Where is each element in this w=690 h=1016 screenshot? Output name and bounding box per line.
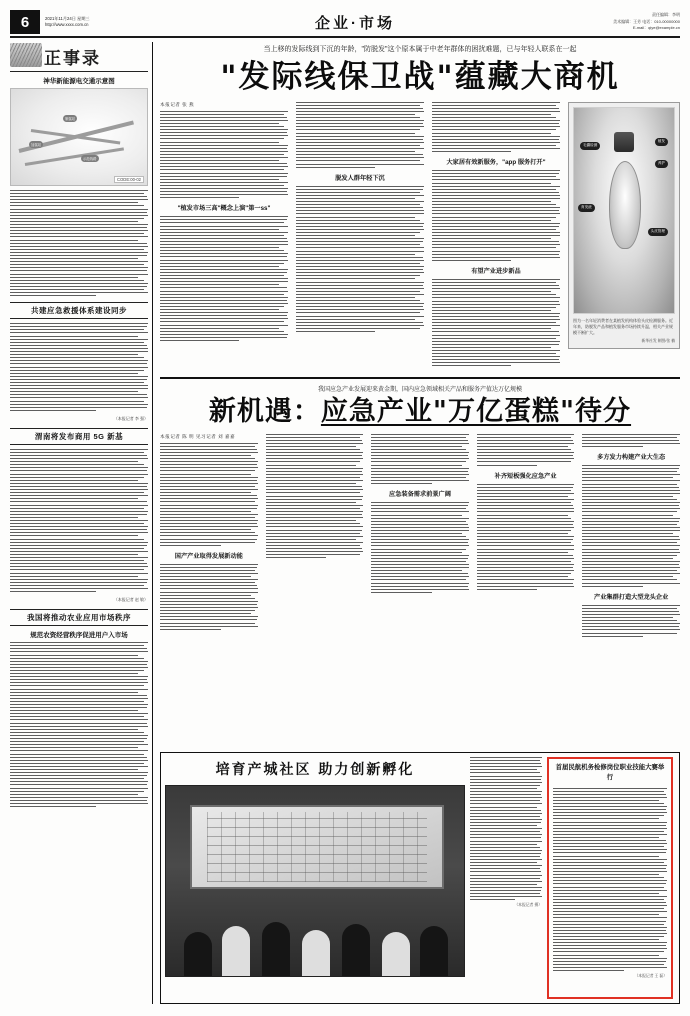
article2-text-6 (477, 434, 575, 466)
article2-kicker: 我国应急产业发展迎来黄金期，国内应急领域相关产品和服务产值达万亿规模 (317, 386, 522, 393)
sidebar-subhead-1: 规范农资经营秩序促进用户入市场 (30, 632, 128, 640)
bottom-headline: 培育产城社区 助力创新孵化 (215, 762, 415, 778)
diagram-tag: 示范线路 (83, 157, 97, 161)
bottom-photo-credit: （本报记者 摄） (514, 903, 542, 908)
diagram-road (25, 147, 124, 166)
article2-text-5 (371, 502, 469, 593)
article1-photo-credit: 新华社发 制图/张 楠 (641, 338, 675, 343)
article2-col-5 (582, 434, 680, 639)
article2-headline (160, 396, 680, 427)
article1-text-3 (296, 102, 424, 168)
article2-subhead-1: 国产产业取得发展新动能 (174, 552, 243, 560)
article1-photo (568, 102, 680, 349)
sidebar-banner (10, 42, 148, 68)
article2-text-10 (582, 605, 680, 637)
masthead-email: E-mail：qiye@example.cn (632, 25, 680, 31)
article1-text-1 (160, 111, 288, 199)
route-diagram (10, 88, 148, 186)
sidebar-body-4 (10, 642, 148, 807)
sidebar-body-3 (10, 449, 148, 592)
article1-body (160, 102, 680, 369)
article1-subhead-4: 大家居有效新服务，"app 服务打开" (446, 159, 546, 167)
article2-body (160, 434, 680, 639)
sidebar-headline-1: 共建应急救援体系建设同步 (10, 302, 148, 319)
article2-subhead-2: 应急装备需求前景广阔 (389, 491, 451, 499)
highlight-box (547, 757, 673, 999)
article1-subhead-3: 有望产业进步新品 (471, 267, 521, 275)
diagram-code: CODE:00-02 (114, 176, 144, 183)
article2-headline-part1: 新机遇： (208, 395, 321, 427)
bottom-feature (165, 757, 465, 999)
masthead-url: http://www.xxxx.com.cn (45, 22, 89, 27)
photo-tag: 植发 (655, 138, 668, 146)
article-hair-loss (160, 44, 680, 369)
section-divider (160, 377, 680, 379)
article2-text-2 (160, 564, 258, 630)
article1-text-4 (296, 186, 424, 332)
article2-col-3 (371, 434, 469, 595)
masthead-date: 2021年11月24日 星期三 (45, 15, 90, 21)
highlight-box-credit: （本报记者 王 磊） (634, 974, 667, 979)
bottom-caption-text (470, 757, 542, 900)
article1-col-2 (296, 102, 424, 334)
article1-photo-caption: 图为一名年轻消费者在某植发机构体验头皮检测服务。近年来，防脱发产品和植发服务市场持续升温，相关产业规模不断扩大。 (573, 317, 673, 336)
sidebar-column (10, 42, 153, 1004)
sidebar-headline-2: 渭南将发布商用 5G 新基 (10, 428, 148, 445)
diagram-tag: 制氢站 (65, 117, 76, 121)
article1-subhead-1: 脱发人群年轻下沉 (335, 174, 385, 182)
article1-text-2 (160, 216, 288, 341)
diagram-tag: 加氢站 (31, 143, 42, 147)
photo-tag: 头皮管理 (648, 228, 668, 236)
article1-col-1 (160, 102, 288, 343)
sidebar-body-2 (10, 323, 148, 411)
article2-text-9 (582, 465, 680, 587)
sidebar-headline-3: 我国将推动农业应用市场秩序 (10, 609, 148, 626)
article2-text-4 (371, 434, 469, 485)
article1-col-3 (432, 102, 560, 369)
article1-headline: "发际线保卫战"蕴藏大商机 (220, 58, 620, 95)
article2-text-8 (582, 434, 680, 447)
photo-tag: 毛囊检测 (580, 142, 600, 150)
masthead-credits (570, 12, 680, 31)
sidebar-credit-1: （本报记者 李 强） (113, 415, 148, 421)
photo-tag: 养护 (655, 160, 668, 168)
photo-person (184, 932, 212, 976)
article2-text-1 (160, 443, 258, 546)
photo-tag: 育发液 (578, 204, 595, 212)
article1-text-6 (432, 170, 560, 261)
article2-col-2 (266, 434, 364, 561)
article1-subhead-2: "植发市场三高"概念上演"第一ss" (177, 205, 271, 213)
photo-person (342, 924, 370, 976)
article2-subhead-5: 产业集群打造大型龙头企业 (594, 593, 669, 601)
photo-person (262, 922, 290, 976)
article1-text-5 (432, 102, 560, 153)
highlight-box-title: 首届民航机务检修岗位职业技能大赛举行 (555, 764, 665, 782)
article2-headline-part2: 应急产业"万亿蛋糕"待分 (320, 395, 632, 427)
photo-person (420, 926, 448, 976)
main-column (160, 42, 680, 639)
photo-person (222, 926, 250, 976)
bottom-section (160, 752, 680, 1004)
photo-person (382, 932, 410, 976)
article-emergency-industry (160, 384, 680, 639)
photo-display-screen (190, 805, 444, 889)
photo-image (573, 107, 675, 314)
article2-subhead-3: 补齐短板强化应急产业 (494, 472, 557, 480)
masthead-art-editor: 美术编辑：王芳 电话：010-00000000 (613, 18, 680, 24)
masthead (10, 8, 680, 38)
diagram-caption: 神华新能源电交通示意图 (43, 78, 115, 85)
article2-col-4 (477, 434, 575, 592)
article2-text-3 (266, 434, 364, 559)
photo-follicle-graphic (609, 161, 641, 249)
article2-byline: 本报记者 陈 明 见习记者 刘 嘉嘉 (160, 433, 236, 439)
article1-text-7 (432, 279, 560, 367)
bottom-caption-column (470, 757, 542, 999)
masthead-editor: 责任编辑：李明 (652, 12, 680, 18)
sidebar-banner-label: 正事录 (44, 49, 101, 68)
sidebar-credit-2: （本报记者 赵 敏） (113, 597, 148, 603)
sidebar-body-1 (10, 190, 148, 296)
photo-person (302, 930, 330, 976)
highlight-box-text (553, 788, 667, 972)
article2-col-1 (160, 434, 258, 632)
divider (10, 71, 148, 72)
article1-byline: 本报记者 张 燕 (160, 101, 195, 107)
article2-text-7 (477, 484, 575, 590)
photo-device-icon (614, 132, 634, 152)
bottom-photo (165, 785, 465, 977)
section-title: 企业·市场 (315, 14, 395, 32)
page-number: 6 (10, 10, 40, 34)
masthead-meta (45, 16, 140, 29)
banner-art-icon (10, 43, 42, 67)
screen-content (207, 812, 427, 882)
article1-kicker: 当上移的发际线到下沉的年龄，"防脱发"这个原本属于中老年群体的困扰难题，已与年轻人联系在一起 (263, 46, 577, 53)
article2-subhead-4: 多方发力构建产业大生态 (597, 454, 666, 461)
